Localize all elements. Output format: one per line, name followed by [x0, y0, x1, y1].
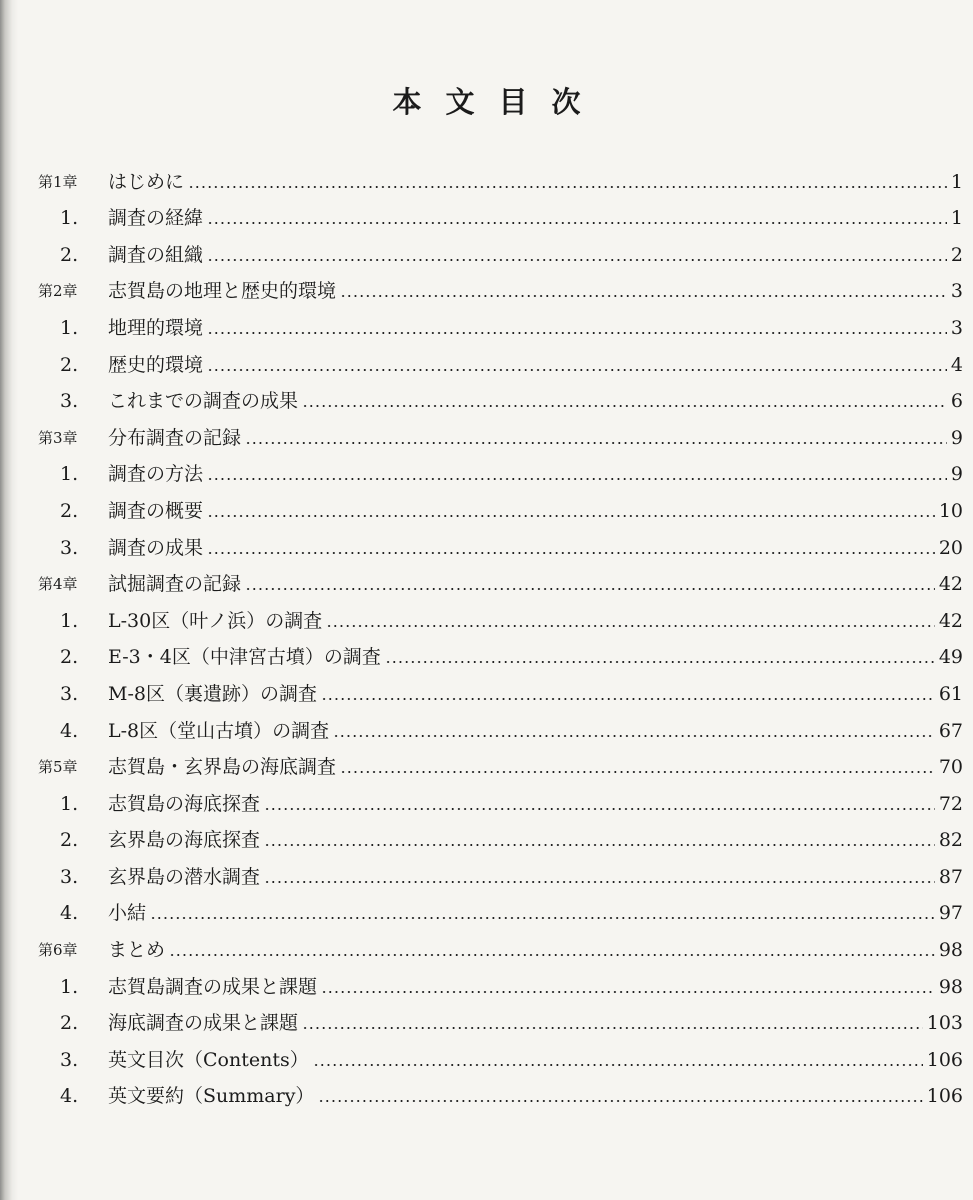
toc-section-entry	[38, 1073, 963, 1110]
toc-entry-title: 海底調査の成果と課題	[108, 1012, 299, 1035]
dot-leader	[313, 1064, 923, 1066]
dot-leader	[318, 1100, 922, 1102]
toc-entry-title: 英文目次（Contents）	[108, 1048, 309, 1071]
toc-entry-title: 玄界島の海底探査	[108, 829, 261, 852]
toc-entry-title: 試掘調査の記録	[108, 573, 242, 596]
toc-section-entry	[38, 451, 963, 488]
table-of-contents	[38, 158, 963, 1109]
dot-leader	[340, 295, 947, 297]
toc-chapter-entry	[38, 268, 963, 305]
toc-entry-number: 第6章	[38, 941, 78, 960]
toc-entry-page-number: 42	[938, 609, 963, 632]
dot-leader	[302, 405, 947, 407]
dot-leader	[150, 917, 935, 919]
toc-entry-page-number: 61	[938, 682, 963, 705]
toc-section-entry	[38, 304, 963, 341]
toc-section-entry	[38, 780, 963, 817]
toc-entry-page-number: 10	[938, 499, 963, 522]
toc-entry-page-number: 106	[926, 1048, 963, 1071]
toc-entry-number: 1.	[60, 609, 79, 632]
toc-entry-number: 2.	[60, 646, 79, 669]
toc-section-entry	[38, 195, 963, 232]
toc-section-entry	[38, 597, 963, 634]
toc-entry-page-number: 3	[950, 316, 963, 339]
toc-section-entry	[38, 890, 963, 927]
toc-entry-title: まとめ	[108, 939, 166, 962]
dot-leader	[385, 661, 935, 663]
toc-section-entry	[38, 231, 963, 268]
toc-entry-page-number: 6	[950, 390, 963, 413]
toc-entry-number: 4.	[60, 1085, 79, 1108]
toc-entry-page-number: 20	[938, 536, 963, 559]
toc-entry-page-number: 9	[950, 463, 963, 486]
dot-leader	[321, 991, 935, 993]
toc-entry-number: 3.	[60, 1048, 79, 1071]
dot-leader	[169, 954, 935, 956]
toc-entry-number: 4.	[60, 902, 79, 925]
toc-entry-title: L-8区（堂山古墳）の調査	[108, 719, 330, 742]
dot-leader	[245, 588, 935, 590]
dot-leader	[207, 332, 947, 334]
toc-section-entry	[38, 1000, 963, 1037]
toc-section-entry	[38, 1036, 963, 1073]
dot-leader	[207, 478, 947, 480]
toc-section-entry	[38, 524, 963, 561]
toc-entry-page-number: 49	[938, 646, 963, 669]
toc-entry-title: 志賀島・玄界島の海底調査	[108, 756, 337, 779]
toc-section-entry	[38, 341, 963, 378]
toc-entry-number: 1.	[60, 207, 79, 230]
toc-entry-title: 志賀島の海底探査	[108, 792, 261, 815]
toc-entry-number: 3.	[60, 536, 79, 559]
toc-entry-number: 2.	[60, 829, 79, 852]
toc-chapter-entry	[38, 414, 963, 451]
toc-entry-title: 調査の組織	[108, 243, 204, 266]
toc-entry-title: 歴史的環境	[108, 353, 204, 376]
dot-leader	[302, 1027, 923, 1029]
toc-entry-title: E-3・4区（中津宮古墳）の調査	[108, 646, 381, 669]
toc-entry-page-number: 3	[950, 280, 963, 303]
toc-section-entry	[38, 634, 963, 671]
toc-entry-page-number: 106	[926, 1085, 963, 1108]
toc-entry-page-number: 98	[938, 939, 963, 962]
toc-entry-number: 2.	[60, 243, 79, 266]
toc-section-entry	[38, 487, 963, 524]
dot-leader	[264, 808, 935, 810]
toc-entry-page-number: 98	[938, 975, 963, 998]
toc-entry-number: 1.	[60, 975, 79, 998]
toc-entry-number: 2.	[60, 353, 79, 376]
toc-section-entry	[38, 817, 963, 854]
toc-entry-page-number: 9	[950, 426, 963, 449]
toc-entry-title: 分布調査の記録	[108, 426, 242, 449]
toc-entry-number: 第3章	[38, 428, 78, 447]
toc-entry-page-number: 87	[938, 865, 963, 888]
dot-leader	[188, 186, 947, 188]
toc-entry-number: 3.	[60, 682, 79, 705]
dot-leader	[264, 844, 935, 846]
toc-entry-title: 小結	[108, 902, 147, 925]
dot-leader	[207, 369, 947, 371]
toc-entry-title: M-8区（裏遺跡）の調査	[108, 682, 317, 705]
toc-chapter-entry	[38, 561, 963, 598]
toc-entry-number: 1.	[60, 463, 79, 486]
toc-entry-title: 調査の経緯	[108, 207, 204, 230]
toc-section-entry	[38, 963, 963, 1000]
dot-leader	[321, 698, 935, 700]
dot-leader	[333, 735, 935, 737]
toc-section-entry	[38, 378, 963, 415]
toc-entry-title: はじめに	[108, 170, 185, 193]
toc-entry-number: 4.	[60, 719, 79, 742]
toc-entry-page-number: 1	[950, 207, 963, 230]
toc-entry-page-number: 103	[926, 1012, 963, 1035]
toc-entry-title: これまでの調査の成果	[108, 390, 299, 413]
toc-entry-number: 3.	[60, 390, 79, 413]
dot-leader	[207, 552, 935, 554]
toc-section-entry	[38, 853, 963, 890]
toc-entry-number: 3.	[60, 865, 79, 888]
toc-entry-title: 調査の概要	[108, 499, 204, 522]
toc-entry-page-number: 4	[950, 353, 963, 376]
toc-entry-number: 第1章	[38, 172, 78, 191]
dot-leader	[326, 625, 935, 627]
toc-entry-title: 調査の方法	[108, 463, 204, 486]
toc-entry-title: 玄界島の潜水調査	[108, 865, 261, 888]
toc-entry-page-number: 2	[950, 243, 963, 266]
toc-entry-page-number: 72	[938, 792, 963, 815]
toc-entry-number: 第2章	[38, 282, 78, 301]
dot-leader	[207, 515, 935, 517]
toc-entry-title: L-30区（叶ノ浜）の調査	[108, 609, 323, 632]
toc-section-entry	[38, 670, 963, 707]
toc-entry-number: 2.	[60, 499, 79, 522]
toc-entry-page-number: 97	[938, 902, 963, 925]
toc-entry-page-number: 42	[938, 573, 963, 596]
toc-entry-title: 調査の成果	[108, 536, 204, 559]
dot-leader	[245, 442, 947, 444]
toc-entry-number: 第4章	[38, 575, 78, 594]
toc-entry-title: 志賀島の地理と歴史的環境	[108, 280, 337, 303]
toc-chapter-entry	[38, 926, 963, 963]
toc-entry-title: 地理的環境	[108, 316, 204, 339]
page-title: 本文目次	[392, 85, 605, 119]
toc-entry-page-number: 70	[938, 756, 963, 779]
toc-entry-number: 1.	[60, 316, 79, 339]
toc-entry-number: 第5章	[38, 758, 78, 777]
toc-entry-page-number: 82	[938, 829, 963, 852]
toc-entry-page-number: 67	[938, 719, 963, 742]
toc-chapter-entry	[38, 158, 963, 195]
toc-entry-number: 1.	[60, 792, 79, 815]
dot-leader	[207, 222, 947, 224]
toc-chapter-entry	[38, 744, 963, 781]
toc-entry-title: 英文要約（Summary）	[108, 1085, 315, 1108]
dot-leader	[207, 259, 947, 261]
toc-entry-title: 志賀島調査の成果と課題	[108, 975, 318, 998]
dot-leader	[264, 881, 935, 883]
toc-section-entry	[38, 707, 963, 744]
toc-entry-number: 2.	[60, 1012, 79, 1035]
book-binding-edge	[0, 0, 18, 1200]
toc-entry-page-number: 1	[950, 170, 963, 193]
dot-leader	[340, 771, 935, 773]
